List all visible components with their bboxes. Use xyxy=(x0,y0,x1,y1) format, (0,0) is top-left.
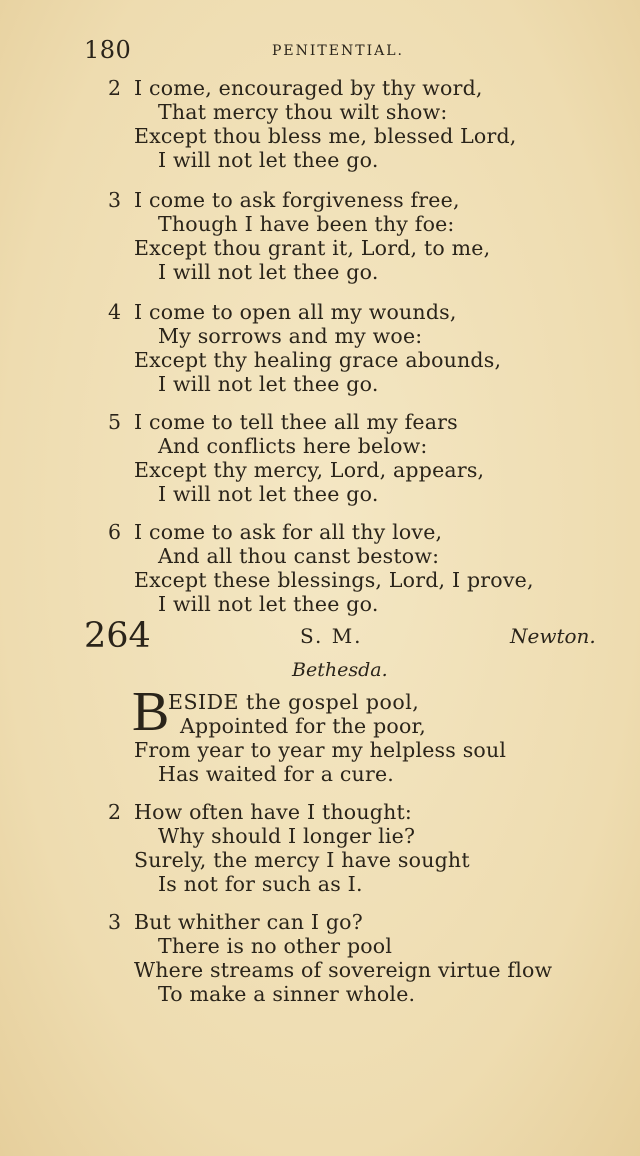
verse-line: To make a sinner whole. xyxy=(158,982,416,1006)
verse-line: I will not let thee go. xyxy=(158,148,379,172)
verse-line: Appointed for the poor, xyxy=(180,714,426,738)
tune-name: Bethesda. xyxy=(292,659,388,681)
stanza-number: 6 xyxy=(108,520,122,544)
verse-line: My sorrows and my woe: xyxy=(158,324,423,348)
verse-line: There is no other pool xyxy=(158,934,393,958)
verse-line: I will not let thee go. xyxy=(158,260,379,284)
verse-line: Where streams of sovereign virtue flow xyxy=(134,958,553,982)
verse-line: Why should I longer lie? xyxy=(158,824,416,848)
verse-line: Has waited for a cure. xyxy=(158,762,394,786)
verse-line: I will not let thee go. xyxy=(158,592,379,616)
verse-line: Except thou bless me, blessed Lord, xyxy=(134,124,517,148)
verse-line: Except thou grant it, Lord, to me, xyxy=(134,236,491,260)
verse-line: Though I have been thy foe: xyxy=(158,212,455,236)
verse-line: I come to ask for all thy love, xyxy=(134,520,443,544)
verse-line: But whither can I go? xyxy=(134,910,363,934)
stanza-number: 3 xyxy=(108,188,122,212)
verse-line: I come to tell thee all my fears xyxy=(134,410,458,434)
verse-line: Except thy healing grace abounds, xyxy=(134,348,502,372)
hymn-author: Newton. xyxy=(510,624,596,648)
drop-cap: B xyxy=(132,681,170,743)
verse-line: Surely, the mercy I have sought xyxy=(134,848,470,872)
verse-line: And all thou canst bestow: xyxy=(158,544,440,568)
verse-line: I come, encouraged by thy word, xyxy=(134,76,483,100)
stanza-number: 4 xyxy=(108,300,122,324)
stanza-number: 3 xyxy=(108,910,122,934)
verse-line: How often have I thought: xyxy=(134,800,413,824)
verse-line: From year to year my helpless soul xyxy=(134,738,507,762)
verse-line: And conflicts here below: xyxy=(158,434,428,458)
verse-line: Is not for such as I. xyxy=(158,872,363,896)
hymn-number: 264 xyxy=(84,616,151,656)
verse-line: I will not let thee go. xyxy=(158,372,379,396)
hymn-meter: S. M. xyxy=(300,624,363,648)
stanza-number: 2 xyxy=(108,76,122,100)
verse-line: I come to open all my wounds, xyxy=(134,300,457,324)
verse-line: Except these blessings, Lord, I prove, xyxy=(134,568,534,592)
stanza-number: 5 xyxy=(108,410,122,434)
verse-line: That mercy thou wilt show: xyxy=(158,100,448,124)
verse-line: I come to ask forgiveness free, xyxy=(134,188,460,212)
verse-line: ESIDE the gospel pool, xyxy=(168,690,420,714)
running-title: PENITENTIAL. xyxy=(272,43,404,59)
page-number: 180 xyxy=(84,36,132,64)
verse-line: Except thy mercy, Lord, appears, xyxy=(134,458,485,482)
stanza-number: 2 xyxy=(108,800,122,824)
verse-line: I will not let thee go. xyxy=(158,482,379,506)
